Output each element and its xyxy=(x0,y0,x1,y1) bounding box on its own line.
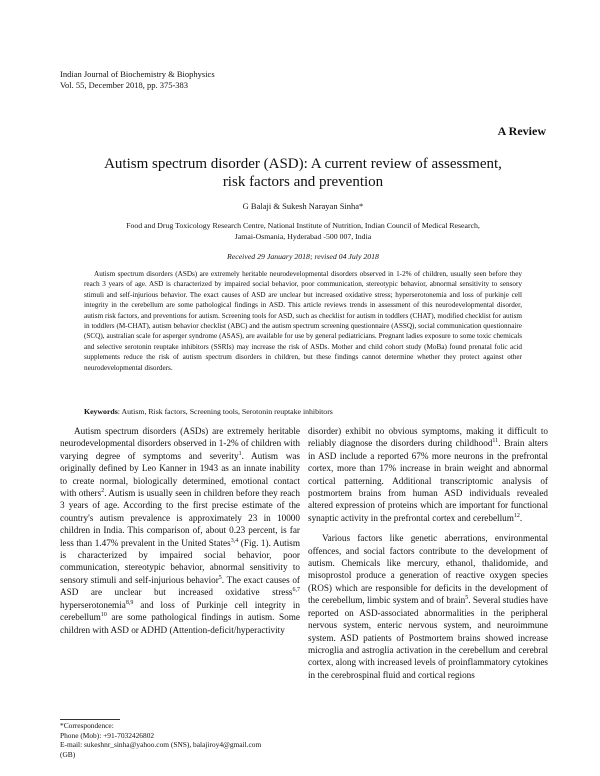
footnote-divider xyxy=(60,719,120,720)
body-text: . Autism was originally defined by Leo Kanner in 1943 as an innate inability to create normal, biologically determined, emotional contact with others xyxy=(60,450,300,499)
body-text: Autism spectrum disorders (ASDs) are extremely heritable neurodevelopmental disorders observed in 1-2% of children with varying degree of symptoms and severity xyxy=(60,426,300,461)
journal-header xyxy=(60,69,215,91)
citation: 12 xyxy=(513,512,520,519)
citation: 3,4 xyxy=(230,537,239,544)
body-paragraph xyxy=(308,532,548,681)
keywords xyxy=(84,407,333,416)
body-paragraph xyxy=(60,425,300,636)
body-text: hyperserotonemia xyxy=(60,599,126,610)
body-text: (Fig. 1). Autism is characterized by impaired social behavior, poor communication, stereotypic behavior, abnormal sensitivity to sensory stimuli and self-injurious behavior xyxy=(60,537,300,585)
affiliation xyxy=(60,221,546,242)
keywords-text: : Autism, Risk factors, Screening tools, Serotonin reuptake inhibitors xyxy=(117,407,333,416)
body-text: . xyxy=(519,512,523,523)
body-text: . Autism is usually seen in children before they reach 3 years of age. According to the first precise estimate of the country's autism prevalence is approximately 23 in 10000 children in India. This comparison of, about 0.23 percent, is far less than 1.47% prevalent in the United States xyxy=(60,488,300,548)
title-line-1: Autism spectrum disorder (ASD): A current review of assessment, xyxy=(104,156,502,172)
citation: 5 xyxy=(465,595,469,602)
correspondence-footnote xyxy=(60,721,261,759)
body-column-right xyxy=(308,425,548,681)
body-text: are some pathological findings in autism. Some children with ASD or ADHD (Attention-deficit/hyperactivity xyxy=(60,612,300,635)
body-text: Various factors like genetic aberrations, environmental offences, and social factors contribute to the development of autism. Chemicals like mercury, ethanol, thalidomide, and misoprostol produce a generation of reactive oxygen species (ROS) which are responsible for deficits in the development of the cerebellum, limbic system and of brain xyxy=(308,533,548,606)
article-type: A Review xyxy=(497,124,546,138)
body-text: . Brain alters in ASD include a reported 67% more neurons in the prefrontal cortex, more than 17% increase in brain weight and abnormal cortical patterning. Additional transcriptomic analysis of postmortem brains from human ASD individuals revealed altered expression of proteins which are important for functional synaptic activity in the prefrontal cortex and cerebellum xyxy=(308,438,549,523)
affiliation-line-1: Food and Drug Toxicology Research Centre, National Institute of Nutrition, Indian Council of Medical Research, xyxy=(126,221,480,230)
correspondence-label: *Correspondence: xyxy=(60,721,114,730)
citation: 2 xyxy=(101,487,105,494)
affiliation-line-2: Jamai-Osmania, Hyderabad -500 007, India xyxy=(234,231,372,241)
citation: 6,7 xyxy=(292,587,300,594)
body-text: . The exact causes of ASD are unclear but increased oxidative stress xyxy=(60,574,300,598)
received-dates: Received 29 January 2018; revised 04 July 2018 xyxy=(227,252,379,261)
journal-name: Indian Journal of Biochemistry & Biophysics xyxy=(60,69,215,79)
correspondence-phone: Phone (Mob): +91-7032426802 xyxy=(60,730,155,740)
body-column-left xyxy=(60,425,300,636)
title-line-2: risk factors and prevention xyxy=(222,174,384,190)
citation: 8,9 xyxy=(125,599,134,606)
correspondence-email-cont: (GB) xyxy=(60,749,76,759)
body-paragraph xyxy=(308,425,548,524)
journal-volume: Vol. 55, December 2018, pp. 375-383 xyxy=(60,80,189,90)
authors: G Balaji & Sukesh Narayan Sinha* xyxy=(242,201,364,211)
citation: 5 xyxy=(218,574,222,581)
abstract: Autism spectrum disorders (ASDs) are extremely heritable neurodevelopmental disorders observed in 1-2% of children, usually seen before they reach 3 years of age. ASD is characterized by impaired social behavior, poor communication, stereotypic behavior, abnormal sensitivity to sensory stimuli and self-injurious behavior. The exact causes of ASD are unclear but increased oxidative stress; hyperserotonemia and loss of purkinje cell integrity in the cerebellum are some pathological findings in ASD. This article reviews trends in assessment of this neurodevelopmental disorder, autism risk factors, and preventions for autism. Screening tools for ASD, such as checklist for autism in toddlers (CHAT), modified checklist for autism in toddlers (M-CHAT), autism behavior checklist (ABC) and the autism spectrum screening questionnaire (ASSQ), social communication questionnaire (SCQ), australian scale for asperger syndrome (ASAS), are available for use by general pediatricians. Pregnant ladies exposure to some toxic chemicals and selective serotonin reuptake inhibitors (SSRIs) may increase the risk of ASDs. Mother and child cohort study (MoBa) found prenatal folic acid supplements reduce the risk of autism spectrum disorders in children, but these findings cannot determine whether they protect against other neurodevelopmental disorders. xyxy=(84,270,522,372)
keywords-label: Keywords xyxy=(84,407,118,416)
correspondence-email: E-mail: sukeshnr_sinha@yahoo.com (SNS), balajiroy4@gmail.com xyxy=(60,740,262,750)
citation: 10 xyxy=(100,612,107,619)
citation: 11 xyxy=(492,438,499,445)
body-text: . Several studies have reported on ASD-associated abnormalities in the peripheral nervous system, enteric nervous system, and neuroimmune system. ASD patients of Postmortem brains showed increase microglia and astroglia activation in the cerebellum and cerebral cortex, along with increased levels of proinflammatory cytokines in the cerebrospinal fluid and cortical regions xyxy=(308,595,548,680)
citation: 1 xyxy=(238,450,242,457)
body-text: and loss of Purkinje cell integrity in cerebellum xyxy=(60,599,300,623)
article-title xyxy=(60,155,546,191)
body-text: disorder) exhibit no obvious symptoms, making it difficult to reliably diagnose the disorders during childhood xyxy=(308,426,548,449)
